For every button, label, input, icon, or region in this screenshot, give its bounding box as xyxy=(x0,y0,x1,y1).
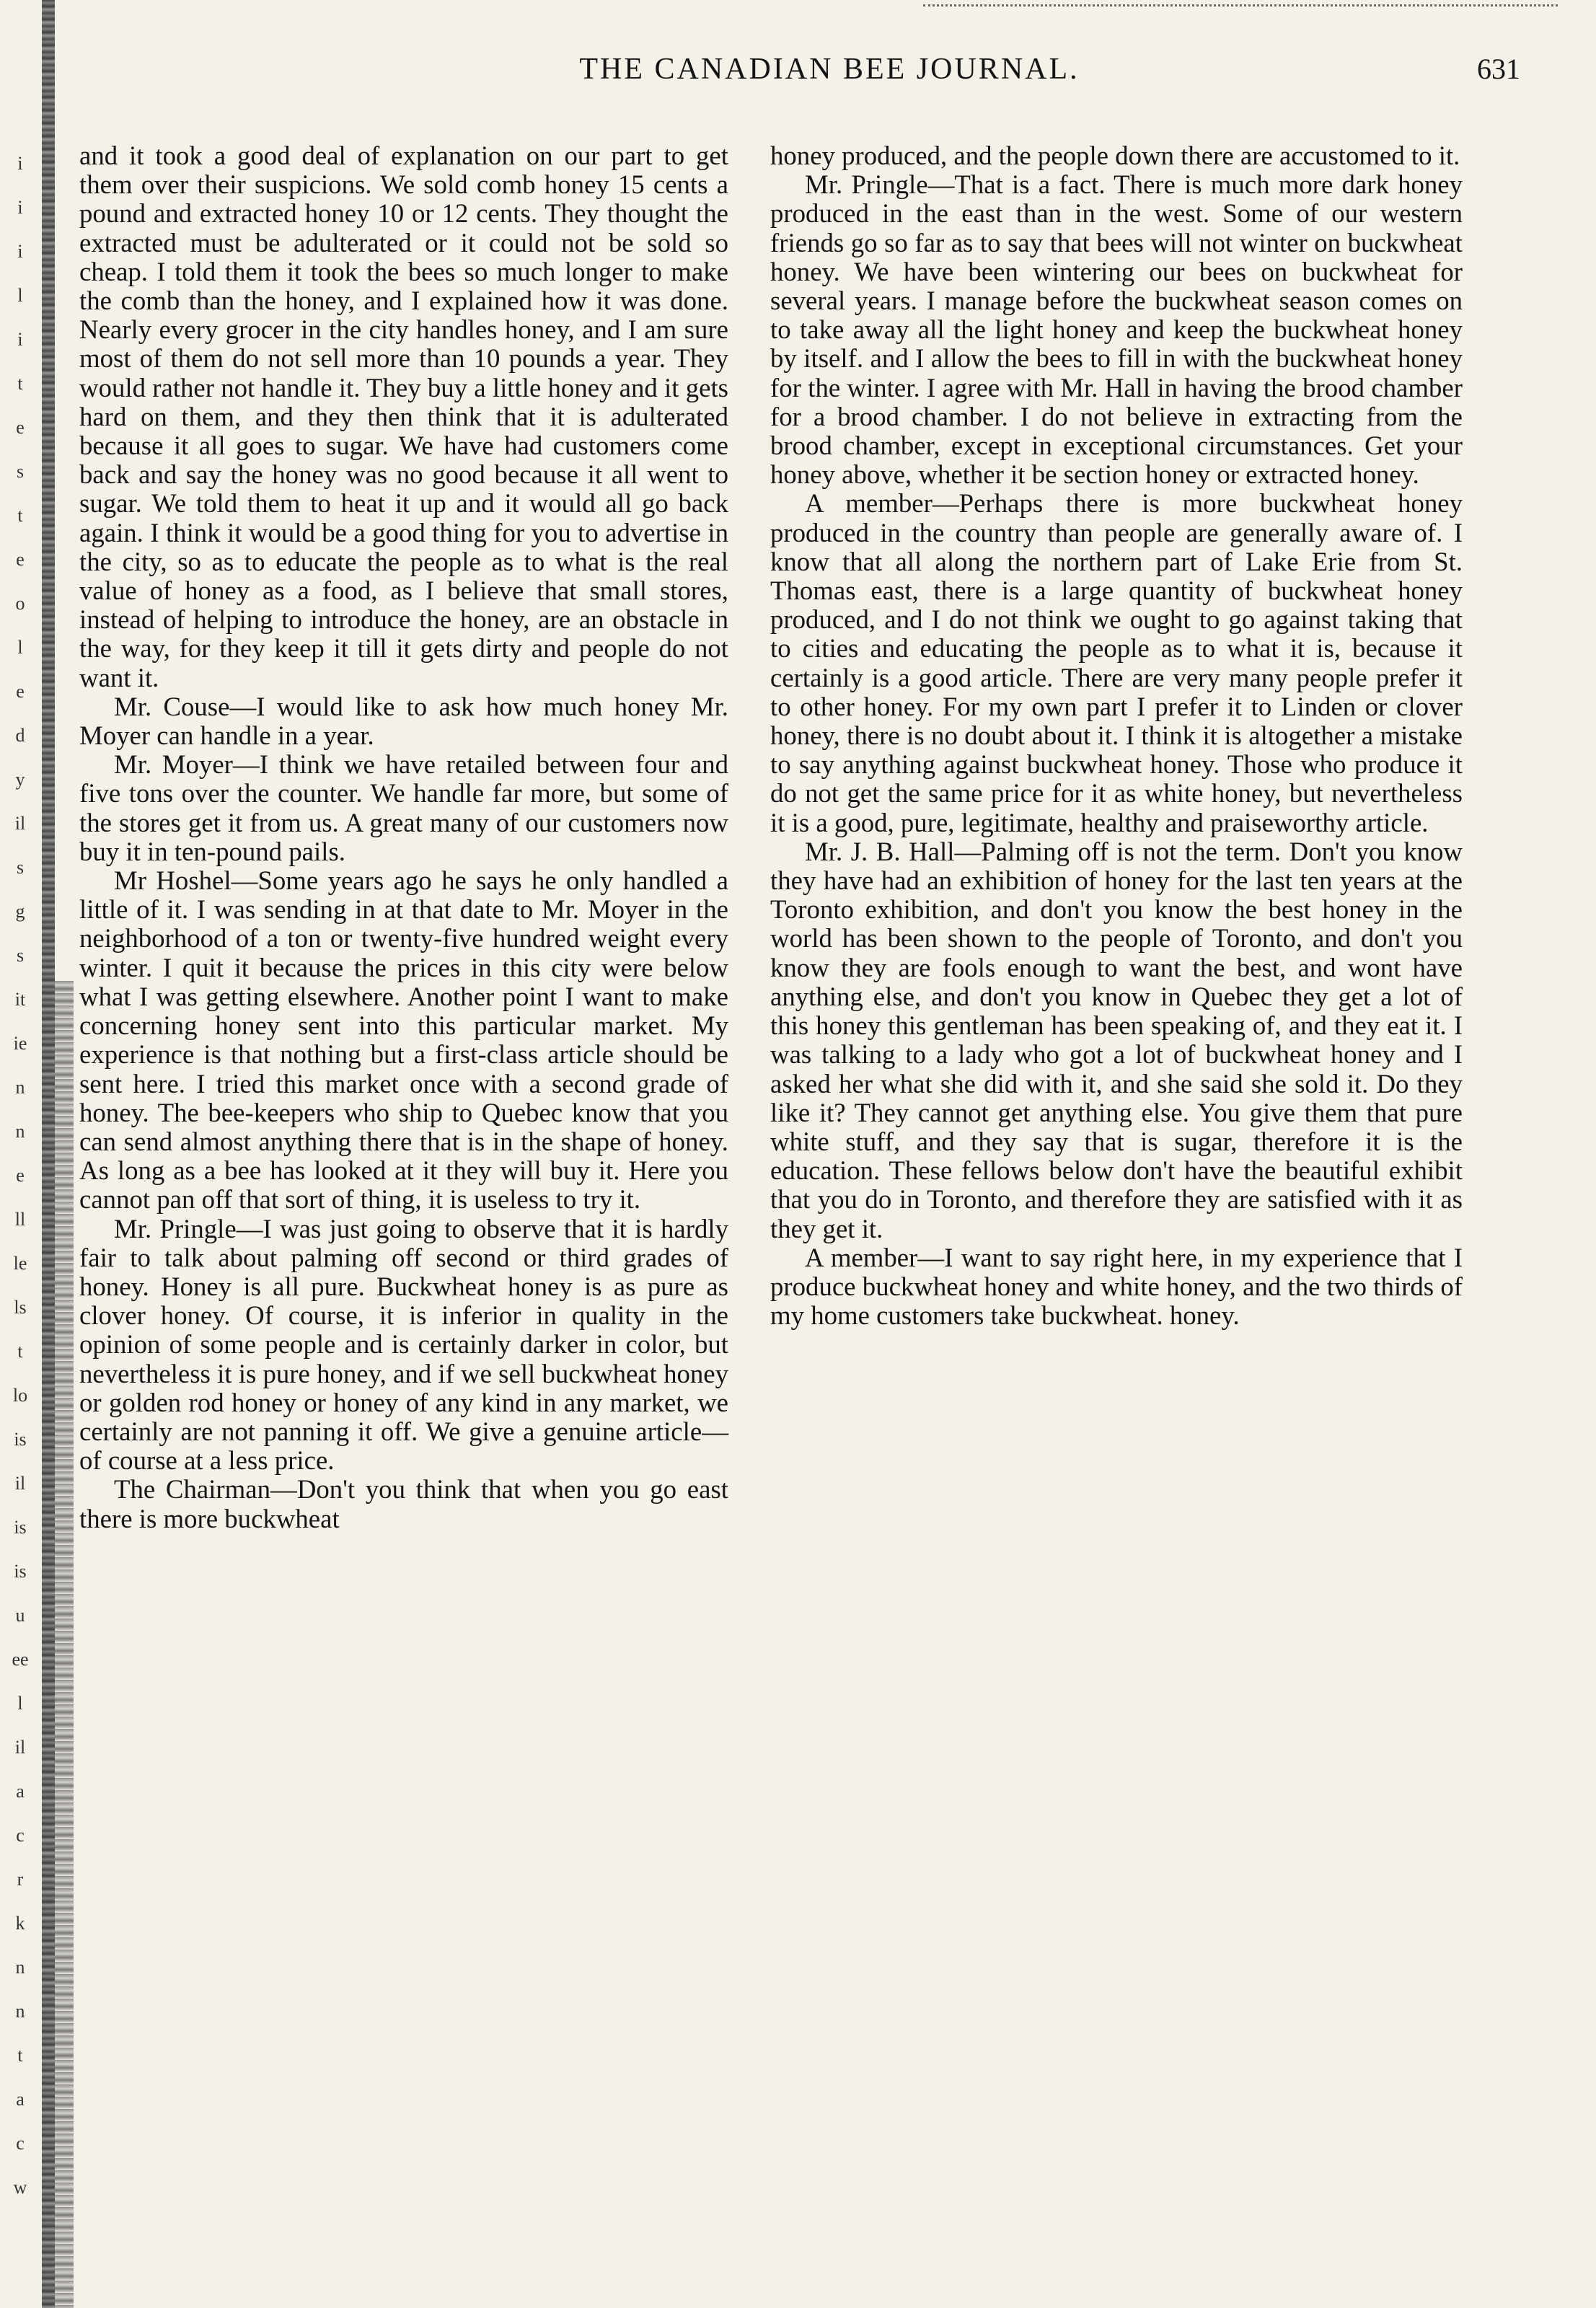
paragraph: Mr. Moyer—I think we have retailed between four and five tons over the counter. We handle far more, but some of the stores get it from us. A great many of our customers now buy it in ten-pound pails. xyxy=(79,749,728,866)
margin-fragment: ee xyxy=(12,1649,29,1670)
margin-fragment: e xyxy=(16,549,25,570)
margin-fragment: n xyxy=(15,1121,25,1142)
margin-fragment: l xyxy=(17,285,23,306)
margin-fragment: w xyxy=(13,2177,27,2198)
left-column xyxy=(79,141,728,1533)
margin-fragment: n xyxy=(15,2001,25,2022)
margin-fragment: e xyxy=(16,417,25,438)
margin-fragment: s xyxy=(16,461,25,482)
page-number: 631 xyxy=(1477,53,1520,85)
margin-fragment: e xyxy=(16,681,25,702)
margin-fragment: e xyxy=(16,1165,25,1186)
margin-fragment: d xyxy=(15,725,25,746)
margin-fragment: is xyxy=(14,1517,27,1538)
paragraph: Mr. Pringle—That is a fact. There is much more dark honey produced in the east than in the west. Some of our western friends go so far as to say that bees will not winter on buckwheat honey. We have been wintering our bees on buckwheat for several years. I manage before the buckwheat season comes on to take away all the light honey and keep the buckwheat honey by itself. and I allow the bees to fill in with the buckwheat honey for the winter. I agree with Mr. Hall in having the brood chamber for a brood chamber. I do not believe in extracting from the brood chamber, except in exceptional circumstances. Get your honey above, whether it be section honey or extracted honey. xyxy=(770,169,1463,490)
paragraph: Mr. Pringle—I was just going to observe that it is hardly fair to talk about palming off second or third grades of honey. Honey is all pure. Buckwheat honey is as pure as clover honey. Of course, it is inferior in quality in the opinion of some people and is certainly darker in color, but nevertheless it is pure honey, and if we sell buckwheat honey or golden rod honey or honey of any kind in any market, we certainly are not panning it off. We give a genuine article—of course at a less price. xyxy=(79,1213,728,1476)
margin-fragment: u xyxy=(15,1605,25,1626)
right-column xyxy=(770,141,1463,1330)
margin-fragment: o xyxy=(15,593,25,614)
margin-fragment: k xyxy=(15,1913,25,1934)
margin-fragment: il xyxy=(14,1737,26,1758)
margin-fragment: ie xyxy=(13,1033,27,1054)
margin-fragment: il xyxy=(14,813,26,834)
margin-fragment: n xyxy=(15,1077,25,1098)
paragraph: and it took a good deal of explanation on our part to get them over their suspicions. We sold comb honey 15 cents a pound and extracted honey 10 or 12 cents. They thought the extracted must be adulterated or it could not be sold so cheap. I told them it took the bees so much longer to make the comb than the honey, and I explained how it was done. Nearly every grocer in the city handles honey, and I am sure most of them do not sell more than 10 pounds a year. They would rather not handle it. They buy a little honey and it gets hard on them, and they then think that it is adulterated because it all goes to sugar. We have had customers come back and say the honey was no good because it all went to sugar. We told them to heat it up and it would all go back again. I think it would be a good thing for you to advertise in the city, so as to educate the people as to what is the real value of honey as a food, as I believe that small stores, instead of helping to introduce the honey, are an obstacle in the way, for they keep it till it gets dirty and people do not want it. xyxy=(79,141,728,692)
paragraph: A member—I want to say right here, in my experience that I produce buckwheat honey and white honey, and the two thirds of my home customers take buckwheat. honey. xyxy=(770,1242,1463,1331)
margin-fragment: ll xyxy=(14,1209,26,1230)
margin-fragment: i xyxy=(17,329,23,350)
margin-fragment: n xyxy=(15,1957,25,1978)
margin-fragment: i xyxy=(17,153,23,174)
margin-fragment: s xyxy=(16,857,25,878)
paragraph: A member—Perhaps there is more buckwheat honey produced in the country than people are generally aware of. I know that all along the northern part of Lake Erie from St. Thomas east, there is a large quantity of buckwheat honey produced, and I do not think we ought to go against taking that to cities and educating the people as to what it is, because it certainly is a good article. There are very many people prefer it to other honey. For my own part I prefer it to Linden or clover honey, there is no doubt about it. I think it is altogether a mistake to say anything against buckwheat honey. Those who produce it do not get the same price for it as white honey, but nevertheless it is a good, pure, legitimate, healthy and praiseworthy article. xyxy=(770,488,1463,837)
paragraph: honey produced, and the people down there are accustomed to it. xyxy=(770,141,1460,170)
margin-fragment: lo xyxy=(12,1385,28,1406)
margin-fragment: a xyxy=(16,2089,25,2110)
margin-fragment: c xyxy=(16,1825,25,1846)
page-binding-shadow xyxy=(42,0,55,2308)
top-edge-rule xyxy=(923,4,1558,6)
margin-fragment: g xyxy=(15,901,25,922)
paragraph: Mr. J. B. Hall—Palming off is not the term. Don't you know they have had an exhibition of honey for the last ten years at the Toronto exhibition, and don't you know the best honey in the world has been shown to the people of Toronto, and don't you know they are fools enough to want the best, and wont have anything else, and don't you know in Quebec they get a lot of this honey this gentleman has been speaking of, and they eat it. I was talking to a lady who got a lot of buckwheat honey and I asked her what she did with it, and she said she sold it. Do they like it? They cannot get anything else. You give them that pure white stuff, and they say that is sugar, therefore it is the education. These fellows below don't have the beautiful exhibit that you do in Toronto, and therefore they are satisfied with it as they get it. xyxy=(770,836,1463,1243)
margin-fragment: s xyxy=(16,945,25,966)
margin-fragment: t xyxy=(17,505,23,526)
margin-fragment: il xyxy=(14,1473,26,1494)
paragraph: Mr. Couse—I would like to ask how much honey Mr. Moyer can handle in a year. xyxy=(79,691,728,751)
margin-fragment: l xyxy=(17,1693,23,1714)
margin-fragment: is xyxy=(14,1429,27,1450)
margin-fragment: l xyxy=(17,637,23,658)
margin-fragment: a xyxy=(16,1781,25,1802)
margin-fragment: r xyxy=(17,1869,24,1890)
margin-fragment: t xyxy=(17,373,23,394)
running-head: THE CANADIAN BEE JOURNAL. xyxy=(579,53,1080,86)
margin-fragment: is xyxy=(14,1561,27,1582)
paragraph: The Chairman—Don't you think that when you go east there is more buckwheat xyxy=(79,1474,728,1533)
margin-fragment: ls xyxy=(14,1297,27,1318)
margin-fragment: t xyxy=(17,1341,23,1362)
margin-fragment: le xyxy=(13,1253,27,1274)
margin-fragment: it xyxy=(14,989,26,1010)
page-binding-edge xyxy=(55,981,74,2308)
margin-fragment: c xyxy=(16,2133,25,2154)
margin-fragment: y xyxy=(15,769,25,790)
margin-fragment: i xyxy=(17,241,23,262)
paragraph: Mr Hoshel—Some years ago he says he only handled a little of it. I was sending in at that date to Mr. Moyer in the neighborhood of a ton or twenty-five hundred weight every winter. I quit it because the prices in this city were below what I was getting elsewhere. Another point I want to make concerning honey sent into this particular market. My experience is that nothing but a first-class article should be sent here. I tried this market once with a second grade of honey. The bee-keepers who ship to Quebec know that you can send almost anything there that is in the shape of honey. As long as a bee has looked at it they will buy it. Here you cannot pan off that sort of thing, it is useless to try it. xyxy=(79,865,728,1215)
margin-fragment: t xyxy=(17,2045,23,2066)
margin-fragment: i xyxy=(17,197,23,218)
